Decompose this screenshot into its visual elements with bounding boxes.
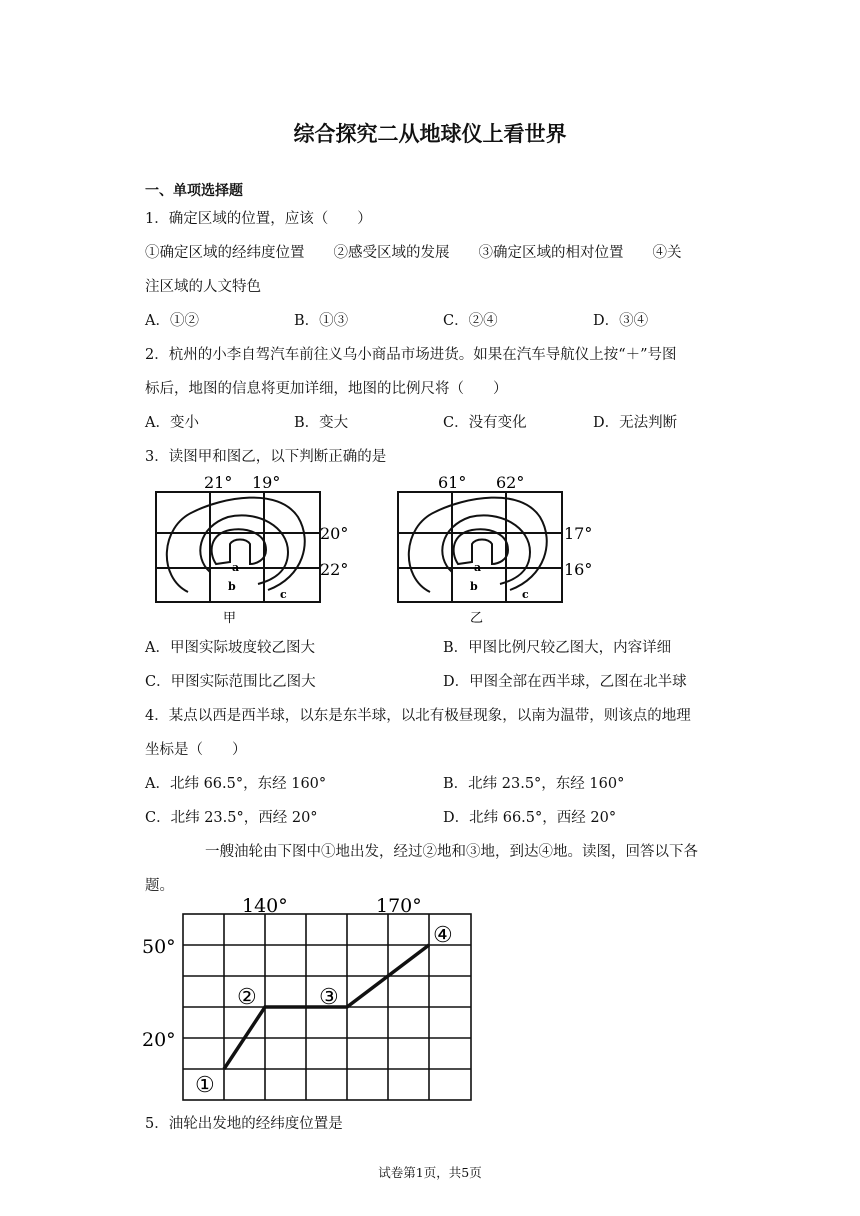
q5-stem: 5．油轮出发地的经纬度位置是 [145,1116,343,1132]
jia-curve-b: b [228,580,236,593]
q2-option-b: B．变大 [294,415,349,431]
q1-items-line2: 注区域的人文特色 [145,279,261,295]
q1-option-a: A．①② [145,313,199,329]
q4-stem-line1: 4．某点以西是西半球，以东是东半球，以北有极昼现象，以南为温带，则该点的地理 [145,708,691,724]
yi-top-label-2: 62° [496,473,525,492]
material-intro-line1: 一艘油轮由下图中①地出发，经过②地和③地，到达④地。读图，回答以下各 [205,844,698,860]
q2-option-d: D．无法判断 [593,415,678,431]
q3-option-c: C．甲图实际范围比乙图大 [145,674,316,690]
contour-middle [442,515,530,584]
contour-map-jia [148,472,363,627]
top-label-170: 170° [376,895,422,917]
q3-stem: 3．读图甲和图乙，以下判断正确的是 [145,449,387,465]
jia-top-label-2: 19° [252,473,281,492]
yi-curve-b: b [470,580,478,593]
q3-option-d: D．甲图全部在西半球，乙图在北半球 [443,674,687,690]
q1-stem: 1．确定区域的位置，应该（ ） [145,211,372,227]
yi-caption: 乙 [470,611,484,626]
q1-option-b: B．①③ [294,313,349,329]
contour-outer [409,498,547,592]
route-point-1: ① [195,1073,215,1098]
page-title: 综合探究二从地球仪上看世界 [293,122,567,146]
route-point-2: ② [237,985,257,1010]
route-grid-map [140,893,480,1105]
section-heading: 一、单项选择题 [145,183,243,199]
q1-option-d: D．③④ [593,313,649,329]
jia-caption: 甲 [223,611,237,626]
q4-option-d: D．北纬 66.5°，西经 20° [443,810,617,826]
q1-items-line1: ①确定区域的经纬度位置 ②感受区域的发展 ③确定区域的相对位置 ④关 [145,245,682,261]
yi-top-label-1: 61° [438,473,467,492]
left-label-50: 50° [142,936,176,958]
jia-curve-a: a [232,561,240,574]
q2-stem-line1: 2．杭州的小李自驾汽车前往义乌小商品市场进货。如果在汽车导航仪上按“＋”号图 [145,347,677,363]
top-label-140: 140° [242,895,288,917]
page-footer: 试卷第1页，共5页 [378,1165,482,1180]
q2-stem-line2: 标后，地图的信息将更加详细，地图的比例尺将（ ） [145,381,508,397]
jia-right-label-1: 20° [320,524,349,543]
q4-option-a: A．北纬 66.5°，东经 160° [145,776,327,792]
q3-option-a: A．甲图实际坡度较乙图大 [145,640,315,656]
q4-option-b: B．北纬 23.5°，东经 160° [443,776,625,792]
q2-option-a: A．变小 [145,415,199,431]
contour-middle [200,515,288,584]
yi-right-label-2: 16° [564,560,593,579]
material-intro-line2: 题。 [145,878,174,894]
q4-stem-line2: 坐标是（ ） [145,742,247,758]
contour-inner [454,529,508,564]
q1-option-c: C．②④ [443,313,498,329]
jia-top-label-1: 21° [204,473,233,492]
q3-option-b: B．甲图比例尺较乙图大，内容详细 [443,640,672,656]
yi-curve-c: c [522,588,529,601]
contour-outer [167,498,305,592]
contour-map-yi [390,472,605,627]
route-point-3: ③ [319,985,339,1010]
q2-option-c: C．没有变化 [443,415,527,431]
left-label-20: 20° [142,1029,176,1051]
q4-option-c: C．北纬 23.5°，西经 20° [145,810,318,826]
yi-curve-a: a [474,561,482,574]
route-point-4: ④ [433,923,453,948]
jia-right-label-2: 22° [320,560,349,579]
yi-right-label-1: 17° [564,524,593,543]
contour-inner [212,529,266,564]
jia-curve-c: c [280,588,287,601]
